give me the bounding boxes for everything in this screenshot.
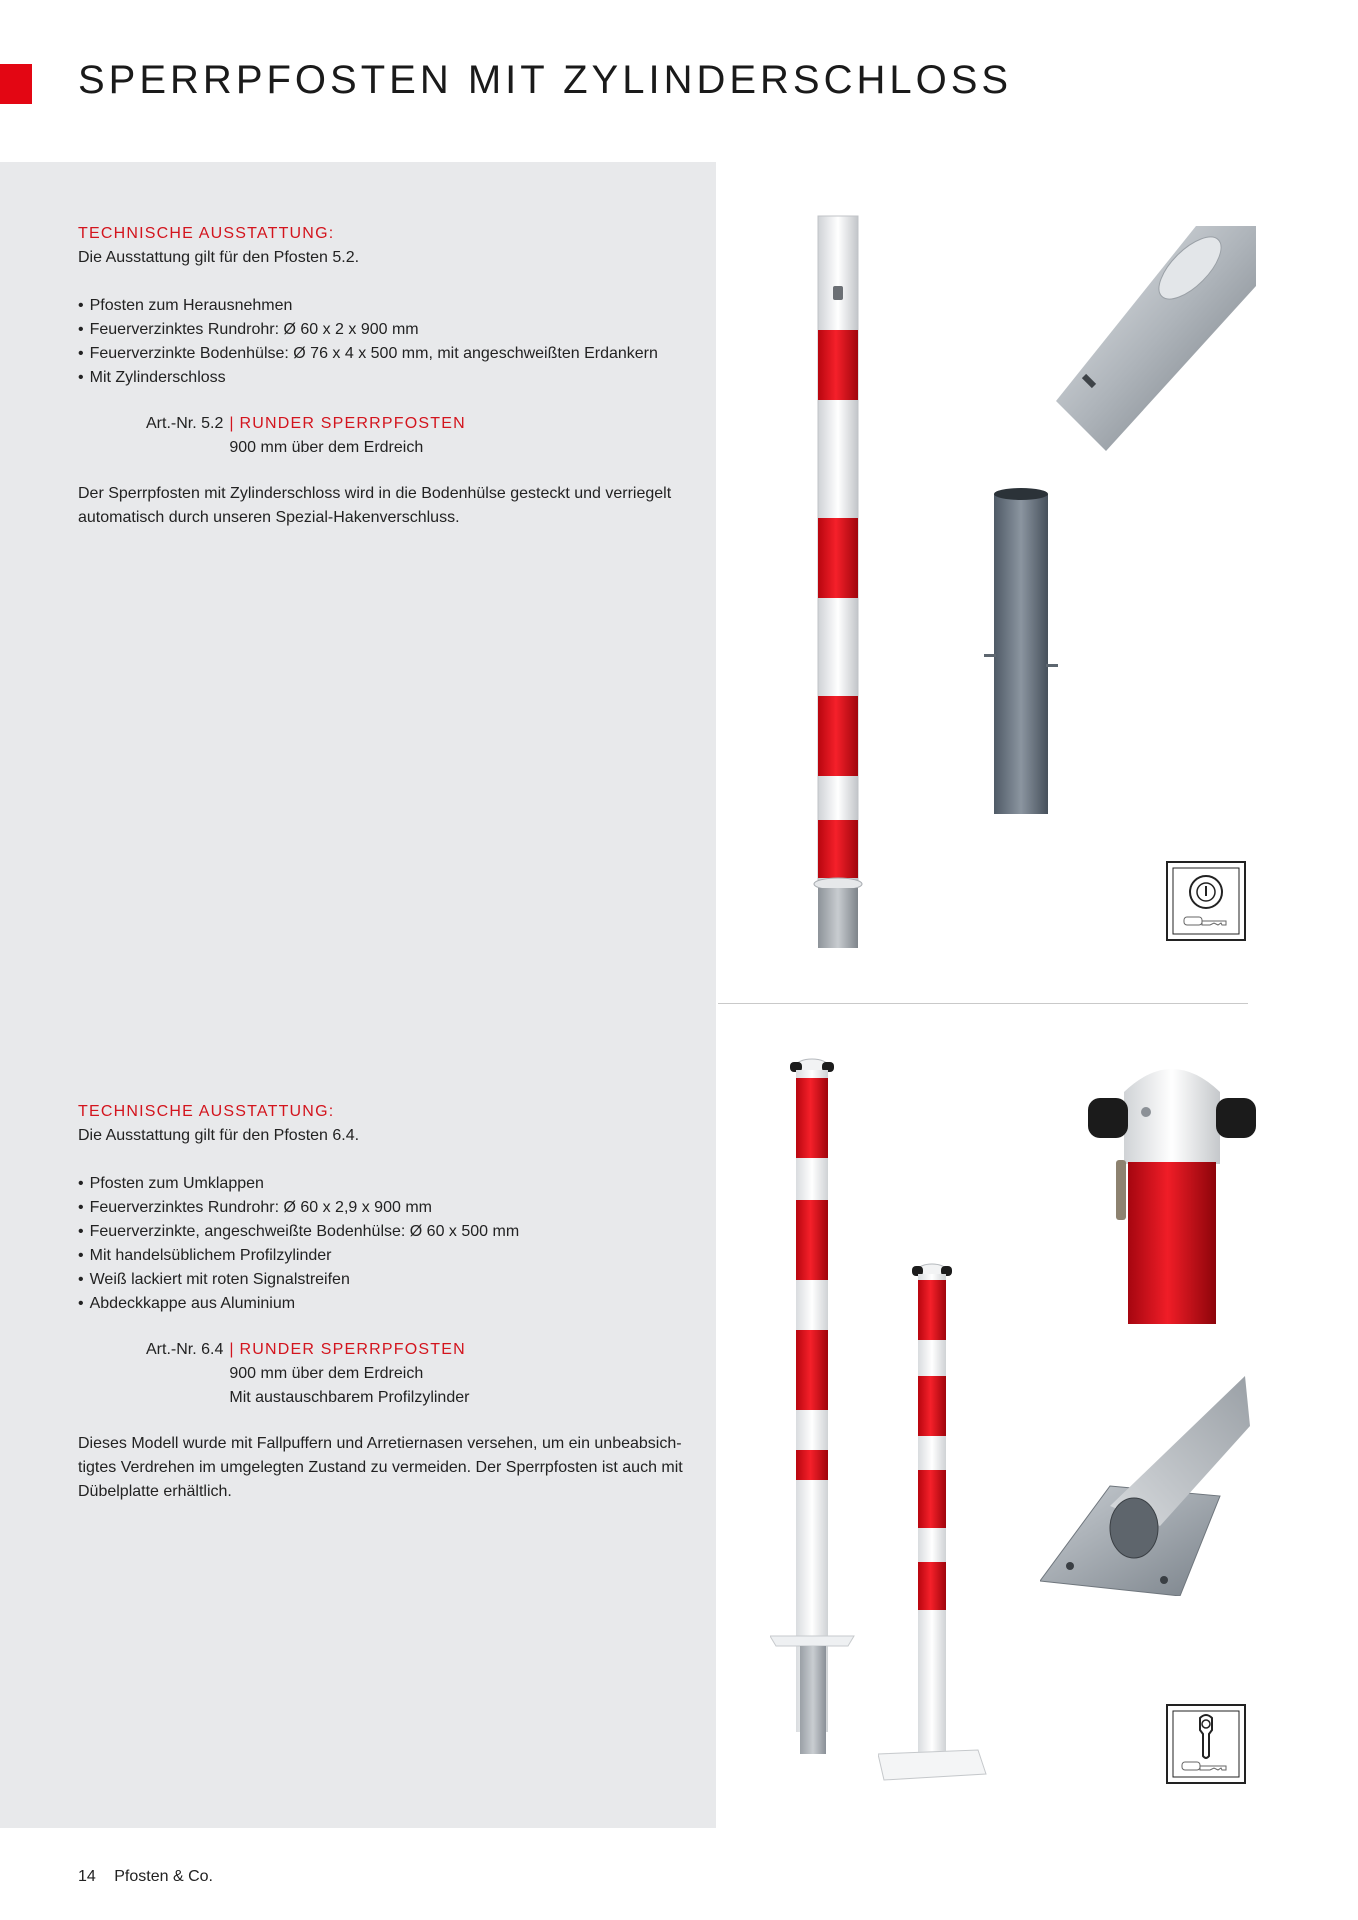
folding-post-photo	[770, 1050, 880, 1760]
section-post-5-2	[78, 222, 698, 530]
list-item: • Pfosten zum Herausnehmen	[78, 294, 698, 318]
list-item: • Mit Zylinderschloss	[78, 366, 698, 390]
lock-cap-closeup-photo	[1088, 1052, 1258, 1327]
folding-post-with-plate-photo	[878, 1254, 988, 1784]
article-number: Art.-Nr. 5.2	[146, 415, 224, 432]
red-accent-block	[0, 64, 32, 104]
list-item: • Abdeckkappe aus Aluminium	[78, 1292, 698, 1316]
article-detail: 900 mm über dem Erdreich	[229, 1365, 424, 1382]
article-detail: Mit austauschbarem Profilzylinder	[229, 1389, 470, 1406]
list-item: • Mit handelsüblichem Profilzylinder	[78, 1244, 698, 1268]
sleeve-closeup-photo	[1046, 226, 1256, 456]
article-number: Art.-Nr. 6.4	[146, 1341, 224, 1358]
list-item: • Weiß lackiert mit roten Signalstreifen	[78, 1268, 698, 1292]
feature-list	[78, 1172, 698, 1316]
article-detail: 900 mm über dem Erdreich	[229, 439, 424, 456]
description-line: Dübelplatte erhältlich.	[78, 1483, 232, 1500]
list-item: • Feuerverzinkte, angeschweißte Bodenhülse: Ø 60 x 500 mm	[78, 1220, 698, 1244]
article-separator: |	[229, 1341, 234, 1358]
section-heading: TECHNISCHE AUSSTATTUNG:	[78, 1103, 335, 1120]
article-block	[146, 1338, 698, 1410]
page-title: SPERRPFOSTEN MIT ZYLINDERSCHLOSS	[78, 58, 1013, 102]
article-name: RUNDER SPERRPFOSTEN	[239, 415, 466, 432]
section-post-6-4	[78, 1100, 698, 1504]
section-divider	[718, 1003, 1248, 1004]
base-plate-closeup-photo	[1040, 1376, 1250, 1596]
footer-section: Pfosten & Co.	[114, 1868, 213, 1885]
section-intro: Die Ausstattung gilt für den Pfosten 5.2.	[78, 249, 360, 266]
profile-cylinder-icon	[1166, 1704, 1246, 1784]
ground-sleeve-photo	[984, 486, 1084, 816]
description-line: tigtes Verdrehen im umgelegten Zustand zu vermeiden. Der Sperrpfosten ist auch mit	[78, 1459, 683, 1476]
removable-post-photo	[806, 212, 866, 952]
section-heading: TECHNISCHE AUSSTATTUNG:	[78, 225, 335, 242]
list-item: • Feuerverzinkte Bodenhülse: Ø 76 x 4 x 500 mm, mit angeschweißten Erdankern	[78, 342, 698, 366]
list-item: • Feuerverzinktes Rundrohr: Ø 60 x 2 x 900 mm	[78, 318, 698, 342]
page-number: 14	[78, 1868, 96, 1885]
product-description	[78, 1432, 698, 1504]
section-intro: Die Ausstattung gilt für den Pfosten 6.4.	[78, 1127, 360, 1144]
article-separator: |	[229, 415, 234, 432]
feature-list	[78, 294, 698, 390]
list-item: • Pfosten zum Umklappen	[78, 1172, 698, 1196]
article-block	[146, 412, 698, 460]
article-name: RUNDER SPERRPFOSTEN	[239, 1341, 466, 1358]
page-footer	[78, 1868, 213, 1886]
product-description: Der Sperrpfosten mit Zylinderschloss wird in die Bodenhülse gesteckt und verriegelt automatisch durch unseren Spezial-Hakenverschluss.	[78, 485, 672, 526]
description-line: Dieses Modell wurde mit Fallpuffern und Arretiernasen versehen, um ein unbeabsich-	[78, 1435, 682, 1452]
list-item: • Feuerverzinktes Rundrohr: Ø 60 x 2,9 x 900 mm	[78, 1196, 698, 1220]
cylinder-lock-icon	[1166, 861, 1246, 941]
